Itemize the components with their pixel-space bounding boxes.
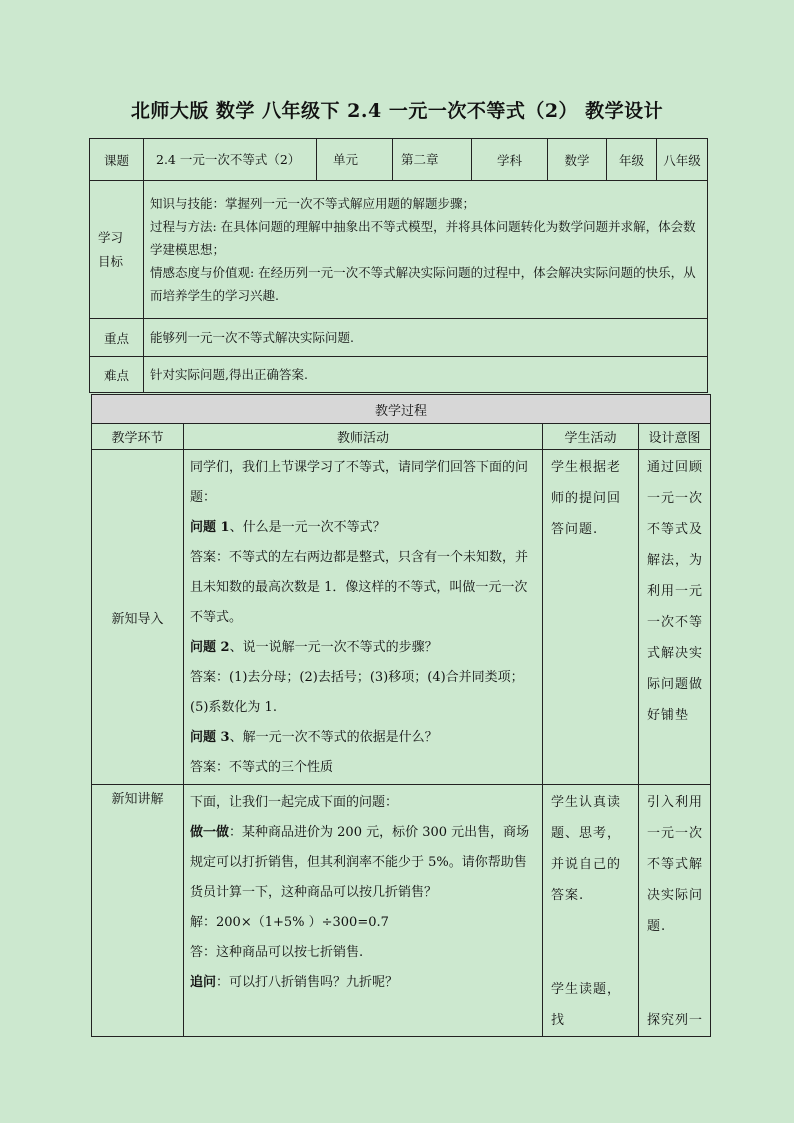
goals-label: 学习目标: [90, 181, 144, 319]
teacher-line: 问题 3、解一元一次不等式的依据是什么？: [190, 730, 438, 745]
grade-value: 八年级: [657, 139, 708, 181]
teacher-line: 做一做：某种商品进价为 200 元，标价 300 元出售，商场规定可以打折销售，但其利润率不能少于 5%。请你帮助售货员计算一下，这种商品可以按几折销售？: [190, 825, 530, 900]
teacher-line: 追问：可以打八折销售吗？九折呢？: [190, 975, 399, 990]
teacher-line: 问题 1、什么是一元一次不等式？: [190, 520, 386, 535]
column-header-student: 学生活动: [543, 424, 639, 450]
teacher-line: 答：这种商品可以按七折销售.: [190, 945, 364, 960]
design-intent-text-next: 探究列一: [647, 1013, 704, 1028]
teacher-line: 答案：(1)去分母；(2)去括号；(3)移项；(4)合并同类项；(5)系数化为 1.: [190, 670, 524, 715]
process-header: 教学过程: [92, 395, 711, 424]
difficulty-value: 针对实际问题,得出正确答案.: [144, 357, 708, 393]
subject-value: 数学: [548, 139, 607, 181]
goal-knowledge: 知识与技能：掌握列一元一次不等式解应用题的解题步骤；: [150, 196, 476, 211]
topic-value: 2.4 一元一次不等式（2）: [144, 139, 317, 181]
teacher-line: 解：200×（1+5% ）÷300=0.7: [190, 915, 389, 930]
key-label: 重点: [90, 319, 144, 357]
design-intent-cell: [639, 450, 711, 785]
teacher-line: 问题 2、说一说解一元一次不等式的步骤？: [190, 640, 438, 655]
design-intent-text: 引入利用一元一次不等式解决实际问题.: [647, 795, 704, 934]
student-activity-cell: [543, 450, 639, 785]
student-activity-text: 学生根据老师的提问回答问题.: [551, 460, 622, 537]
student-activity-text-next: 学生读题，找: [551, 982, 622, 1028]
key-value: 能够列一元一次不等式解决实际问题.: [144, 319, 708, 357]
goal-attitude: 情感态度与价值观: 在经历列一元一次不等式解决实际问题的过程中，体会解决实际问题的快乐，从而培养学生的学习兴趣.: [150, 265, 696, 303]
teacher-line: 同学们，我们上节课学习了不等式，请同学们回答下面的问题：: [190, 460, 529, 505]
goals-content: [144, 181, 708, 319]
grade-label: 年级: [607, 139, 657, 181]
design-intent-text: 通过回顾一元一次不等式及解法，为利用一元一次不等式解决实际问题做好铺垫: [647, 460, 704, 723]
topic-label: 课题: [90, 139, 144, 181]
column-header-intent: 设计意图: [639, 424, 711, 450]
goal-process: 过程与方法: 在具体问题的理解中抽象出不等式模型，并将具体问题转化为数学问题并求解，体会数学建模思想；: [150, 219, 696, 257]
difficulty-label: 难点: [90, 357, 144, 393]
teacher-line: 答案：不等式的三个性质: [190, 760, 334, 775]
teacher-activity-cell: [184, 785, 543, 1037]
unit-value: 第二章: [393, 139, 472, 181]
teacher-line: 下面，让我们一起完成下面的问题：: [190, 795, 399, 810]
column-header-stage: 教学环节: [92, 424, 184, 450]
student-activity-text: 学生认真读题、思考，并说自己的答案.: [551, 795, 622, 903]
column-header-teacher: 教师活动: [184, 424, 543, 450]
teacher-activity-cell: [184, 450, 543, 785]
student-activity-cell: [543, 785, 639, 1037]
info-table: [89, 138, 708, 393]
stage-cell: 新知讲解: [92, 785, 184, 1037]
subject-label: 学科: [472, 139, 548, 181]
stage-cell: 新知导入: [92, 450, 184, 785]
process-table: [91, 394, 711, 1037]
design-intent-cell: [639, 785, 711, 1037]
teacher-line: 答案：不等式的左右两边都是整式，只含有一个未知数，并且未知数的最高次数是 1．像这样的不等式，叫做一元一次不等式。: [190, 550, 529, 625]
unit-label: 单元: [317, 139, 393, 181]
document-title: 北师大版 数学 八年级下 2.4 一元一次不等式（2） 教学设计: [130, 100, 664, 122]
